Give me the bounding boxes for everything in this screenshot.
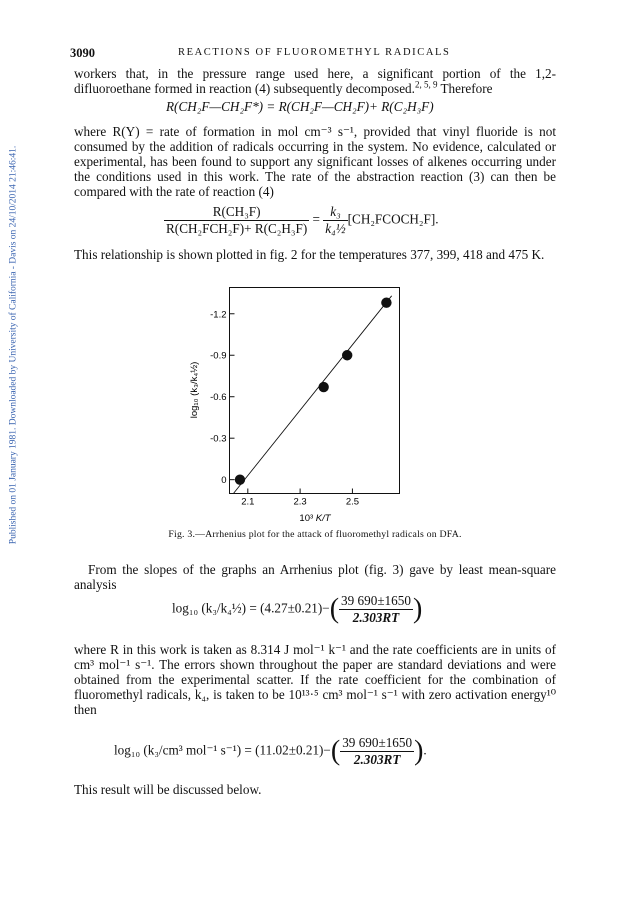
equation-k3: log₁₀ (k₃/cm³ mol⁻¹ s⁻¹) = (11.02±0.21)−( $\frac{39 690\pm 1650}{2.303RT}$ ). xyxy=(114,735,427,767)
x-tick-label: 2.5 xyxy=(345,496,360,508)
download-note[interactable]: Published on 01 January 1981. Downloaded by University of California - Davis on 24/10/2014 21:46:41. xyxy=(7,145,19,545)
figure-caption: Fig. 3.—Arrhenius plot for the attack of fluoromethyl radicals on DFA. xyxy=(168,529,462,540)
equation-rate-ratio xyxy=(164,204,439,237)
y-tick-label: 0 xyxy=(221,475,227,487)
running-head: REACTIONS OF FLUOROMETHYL RADICALS xyxy=(178,47,451,58)
paragraph-intro-text: workers that, in the pressure range used here, a significant portion of the 1,2-difluoroethane formed in reaction (4) subsequently decomposed. xyxy=(74,66,556,96)
k3-denominator: 2.303RT xyxy=(340,751,414,768)
y-axis-ticks xyxy=(210,309,234,486)
y-tick-label: -0.3 xyxy=(210,433,227,445)
arrhenius-ratio-denominator: 2.303RT xyxy=(339,609,413,626)
paragraph-units: where R in this work is taken as 8.314 J mol⁻¹ k⁻¹ and the rate coefficients are in units of cm³ mol⁻¹ s⁻¹. The errors shown throughout the paper are standard deviations and were obtained from the experimental scatter. If the rate coefficient for the combination of fluoromethyl radicals, k₄, is taken to be 10¹³·⁵ cm³ mol⁻¹ s⁻¹ with zero activation energy¹⁰ then xyxy=(74,642,556,717)
y-axis-label: log₁₀ (k₃/k₄½) xyxy=(189,361,200,419)
data-point xyxy=(381,298,391,308)
page-header xyxy=(64,46,564,62)
y-tick-label: -1.2 xyxy=(210,309,227,321)
fit-line xyxy=(233,296,391,494)
data-point xyxy=(318,382,328,392)
k3-symbol: k₃ xyxy=(330,204,341,219)
arrhenius-ratio-fraction xyxy=(339,593,413,626)
download-sidebar xyxy=(6,100,20,590)
paragraph-intro xyxy=(74,66,556,96)
rate-ratio-fraction xyxy=(164,204,309,237)
arrhenius-ratio-lhs: log₁₀ (k₃/k₄½) = (4.27±0.21)− xyxy=(172,600,330,616)
k4-symbol: k₄½ xyxy=(325,221,346,236)
k3-fraction xyxy=(340,735,414,768)
k3-activation-energy: 39 690±1650 xyxy=(342,735,413,750)
k3-lhs: log₁₀ (k₃/cm³ mol⁻¹ s⁻¹) = (11.02±0.21)− xyxy=(114,742,331,758)
paragraph-intro-end: Therefore xyxy=(437,81,493,96)
rate-ratio-equals: = xyxy=(312,211,320,227)
paragraph-definition: where R(Y) = rate of formation in mol cm⁻³ s⁻¹, provided that vinyl fluoride is not consumed by the addition of radicals occurring in the system. No evidence, calculated or experimental, has been found to support any significant losses of alkenes occurring under the conditions used in this work. The rate of the abstraction reaction (3) can then be compared with the rate of reaction (4) xyxy=(74,124,556,199)
arrhenius-plot xyxy=(184,284,440,524)
equation-rate-balance: R(CH₂F—CH₂F*) = R(CH₂F—CH₂F)+ R(C₂H₃F) xyxy=(166,99,434,114)
x-axis-ticks xyxy=(241,489,359,508)
data-point xyxy=(235,474,245,484)
rate-ratio-numerator: R(CH₃F) xyxy=(212,204,261,219)
x-tick-label: 2.1 xyxy=(241,496,255,508)
k3-period: . xyxy=(423,742,427,758)
equation-arrhenius-ratio: log₁₀ (k₃/k₄½) = (4.27±0.21)−( $\frac{39 690\pm 1650}{2.303RT}$ ) xyxy=(172,593,423,625)
data-point xyxy=(342,350,352,360)
activation-energy: 39 690±1650 xyxy=(341,593,411,608)
y-tick-label: -0.9 xyxy=(210,350,227,362)
concentration-term: [CH₂FCOCH₂F]. xyxy=(347,211,439,227)
paragraph-relationship: This relationship is shown plotted in fig. 2 for the temperatures 377, 399, 418 and 475 K. xyxy=(74,247,545,262)
rate-ratio-denominator: R(CH₂FCH₂F)+ R(C₂H₃F) xyxy=(166,221,308,236)
paragraph-closing: This result will be discussed below. xyxy=(74,782,262,797)
paragraph-arrhenius: From the slopes of the graphs an Arrhenius plot (fig. 3) gave by least mean-square analysis xyxy=(74,562,556,592)
x-tick-label: 2.3 xyxy=(293,496,307,508)
page-number: 3090 xyxy=(70,46,95,60)
k-ratio-fraction xyxy=(323,204,347,237)
x-axis-label: 10³ K/T xyxy=(299,513,331,524)
reference-superscript: 2, 5, 9 xyxy=(414,79,438,90)
y-tick-label: -0.6 xyxy=(210,392,227,404)
